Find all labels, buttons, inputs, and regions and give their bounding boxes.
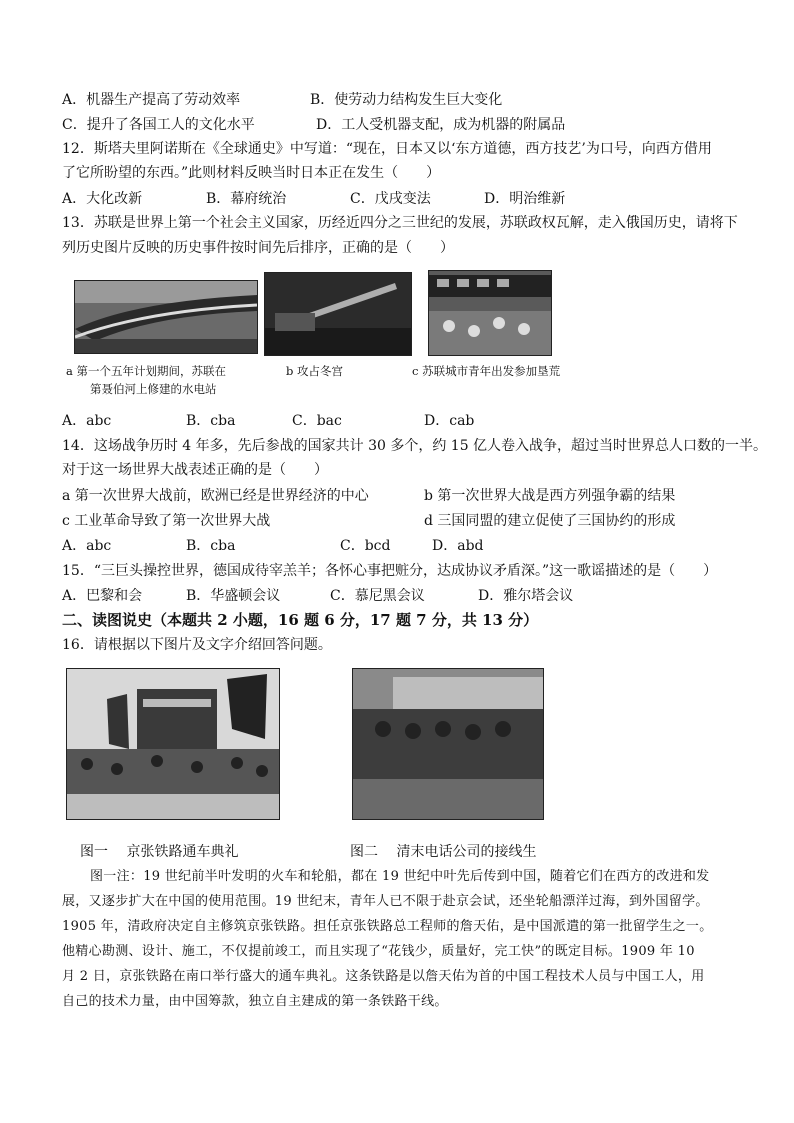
q12-option-d: D．明治维新 — [484, 191, 566, 207]
photo-telephone-operators — [352, 668, 544, 820]
q14-option-a: A．abc — [62, 538, 112, 554]
q14-statement-d: d 三国同盟的建立促使了三国协约的形成 — [424, 513, 676, 529]
q13-option-b: B．cba — [186, 413, 236, 429]
photo-jingzhang-railway-ceremony — [66, 668, 280, 820]
q13-option-d: D．cab — [424, 413, 475, 429]
q14-option-b: B．cba — [186, 538, 236, 554]
q11-option-a: A．机器生产提高了劳动效率 — [62, 92, 241, 108]
q13-stem-line2: 列历史图片反映的历史事件按时间先后排序，正确的是（ ） — [62, 240, 454, 256]
photo-youth-land-reclamation — [428, 270, 552, 356]
q14-stem-line1: 14．这场战争历时 4 年多，先后参战的国家共计 30 多个，约 15 亿人卷入战争，超过当时世界总人口数的一半。 — [62, 438, 768, 454]
q15-option-c: C．慕尼黑会议 — [330, 588, 425, 604]
q16-note-line6: 自己的技术力量，由中国筹款，独立自主建成的第一条铁路干线。 — [62, 994, 448, 1009]
section2-heading: 二、读图说史（本题共 2 小题，16 题 6 分，17 题 7 分，共 13 分） — [62, 611, 539, 629]
q15-option-d: D．雅尔塔会议 — [478, 588, 574, 604]
q12-option-a: A．大化改新 — [62, 191, 143, 207]
q13-stem-line1: 13．苏联是世界上第一个社会主义国家，历经近四分之三世纪的发展，苏联政权瓦解，走入俄国历史，请将下 — [62, 215, 738, 231]
q16-fig2-caption: 图二 清末电话公司的接线生 — [350, 844, 537, 860]
q11-option-c: C．提升了各国工人的文化水平 — [62, 117, 255, 133]
photo-storming-winter-palace — [264, 272, 412, 356]
q16-note-line3: 1905 年，清政府决定自主修筑京张铁路。担任京张铁路总工程师的詹天佑，是中国派遣的第一批留学生之一。 — [62, 919, 713, 934]
q16-fig1-caption: 图一 京张铁路通车典礼 — [80, 844, 239, 860]
q15-option-a: A．巴黎和会 — [62, 588, 143, 604]
q16-note-line2: 展，又逐步扩大在中国的使用范围。19 世纪末，青年人已不限于赴京会试，还坐轮船漂洋过海，到外国留学。 — [62, 894, 709, 909]
q11-option-b: B．使劳动力结构发生巨大变化 — [310, 92, 503, 108]
q16-note-line1: 图一注：19 世纪前半叶发明的火车和轮船，都在 19 世纪中叶先后传到中国，随着它们在西方的改进和发 — [90, 869, 710, 884]
q12-option-b: B．幕府统治 — [206, 191, 287, 207]
photo-dnieper-hydropower-station — [74, 280, 258, 354]
q15-stem: 15．“三巨头操控世界，德国成待宰羔羊；各怀心事把赃分，达成协议矛盾深。”这一歌谣描述的是（ ） — [62, 563, 718, 579]
q13-option-a: A．abc — [62, 413, 112, 429]
q14-option-d: D．abd — [432, 538, 484, 554]
q14-option-c: C．bcd — [340, 538, 391, 554]
q16-note-line5: 月 2 日，京张铁路在南口举行盛大的通车典礼。这条铁路是以詹天佑为首的中国工程技术人员与中国工人，用 — [62, 969, 705, 984]
q14-statement-a: a 第一次世界大战前，欧洲已经是世界经济的中心 — [62, 488, 369, 504]
q14-stem-line2: 对于这一场世界大战表述正确的是（ ） — [62, 462, 328, 478]
q12-stem-line2: 了它所盼望的东西。”此则材料反映当时日本正在发生（ ） — [62, 165, 441, 181]
q14-statement-b: b 第一次世界大战是西方列强争霸的结果 — [424, 488, 676, 504]
q16-stem: 16．请根据以下图片及文字介绍回答问题。 — [62, 637, 332, 653]
q13-caption-a-line1: a 第一个五年计划期间，苏联在 — [66, 364, 227, 378]
q13-caption-b: b 攻占冬宫 — [286, 364, 344, 378]
q15-option-b: B．华盛顿会议 — [186, 588, 281, 604]
q12-stem-line1: 12．斯塔夫里阿诺斯在《全球通史》中写道：“现在，日本又以‘东方道德，西方技艺’为口号，向西方借用 — [62, 141, 712, 157]
q14-statement-c: c 工业革命导致了第一次世界大战 — [62, 513, 271, 529]
q16-note-line4: 他精心勘测、设计、施工，不仅提前竣工，而且实现了“花钱少，质量好，完工快”的既定目标。1909 年 10 — [62, 944, 695, 959]
q13-option-c: C．bac — [292, 413, 342, 429]
q11-option-d: D．工人受机器支配，成为机器的附属品 — [316, 117, 566, 133]
q13-caption-a-line2: 第聂伯河上修建的水电站 — [90, 382, 217, 396]
q12-option-c: C．戊戌变法 — [350, 191, 431, 207]
q13-caption-c: c 苏联城市青年出发参加垦荒 — [412, 364, 561, 378]
